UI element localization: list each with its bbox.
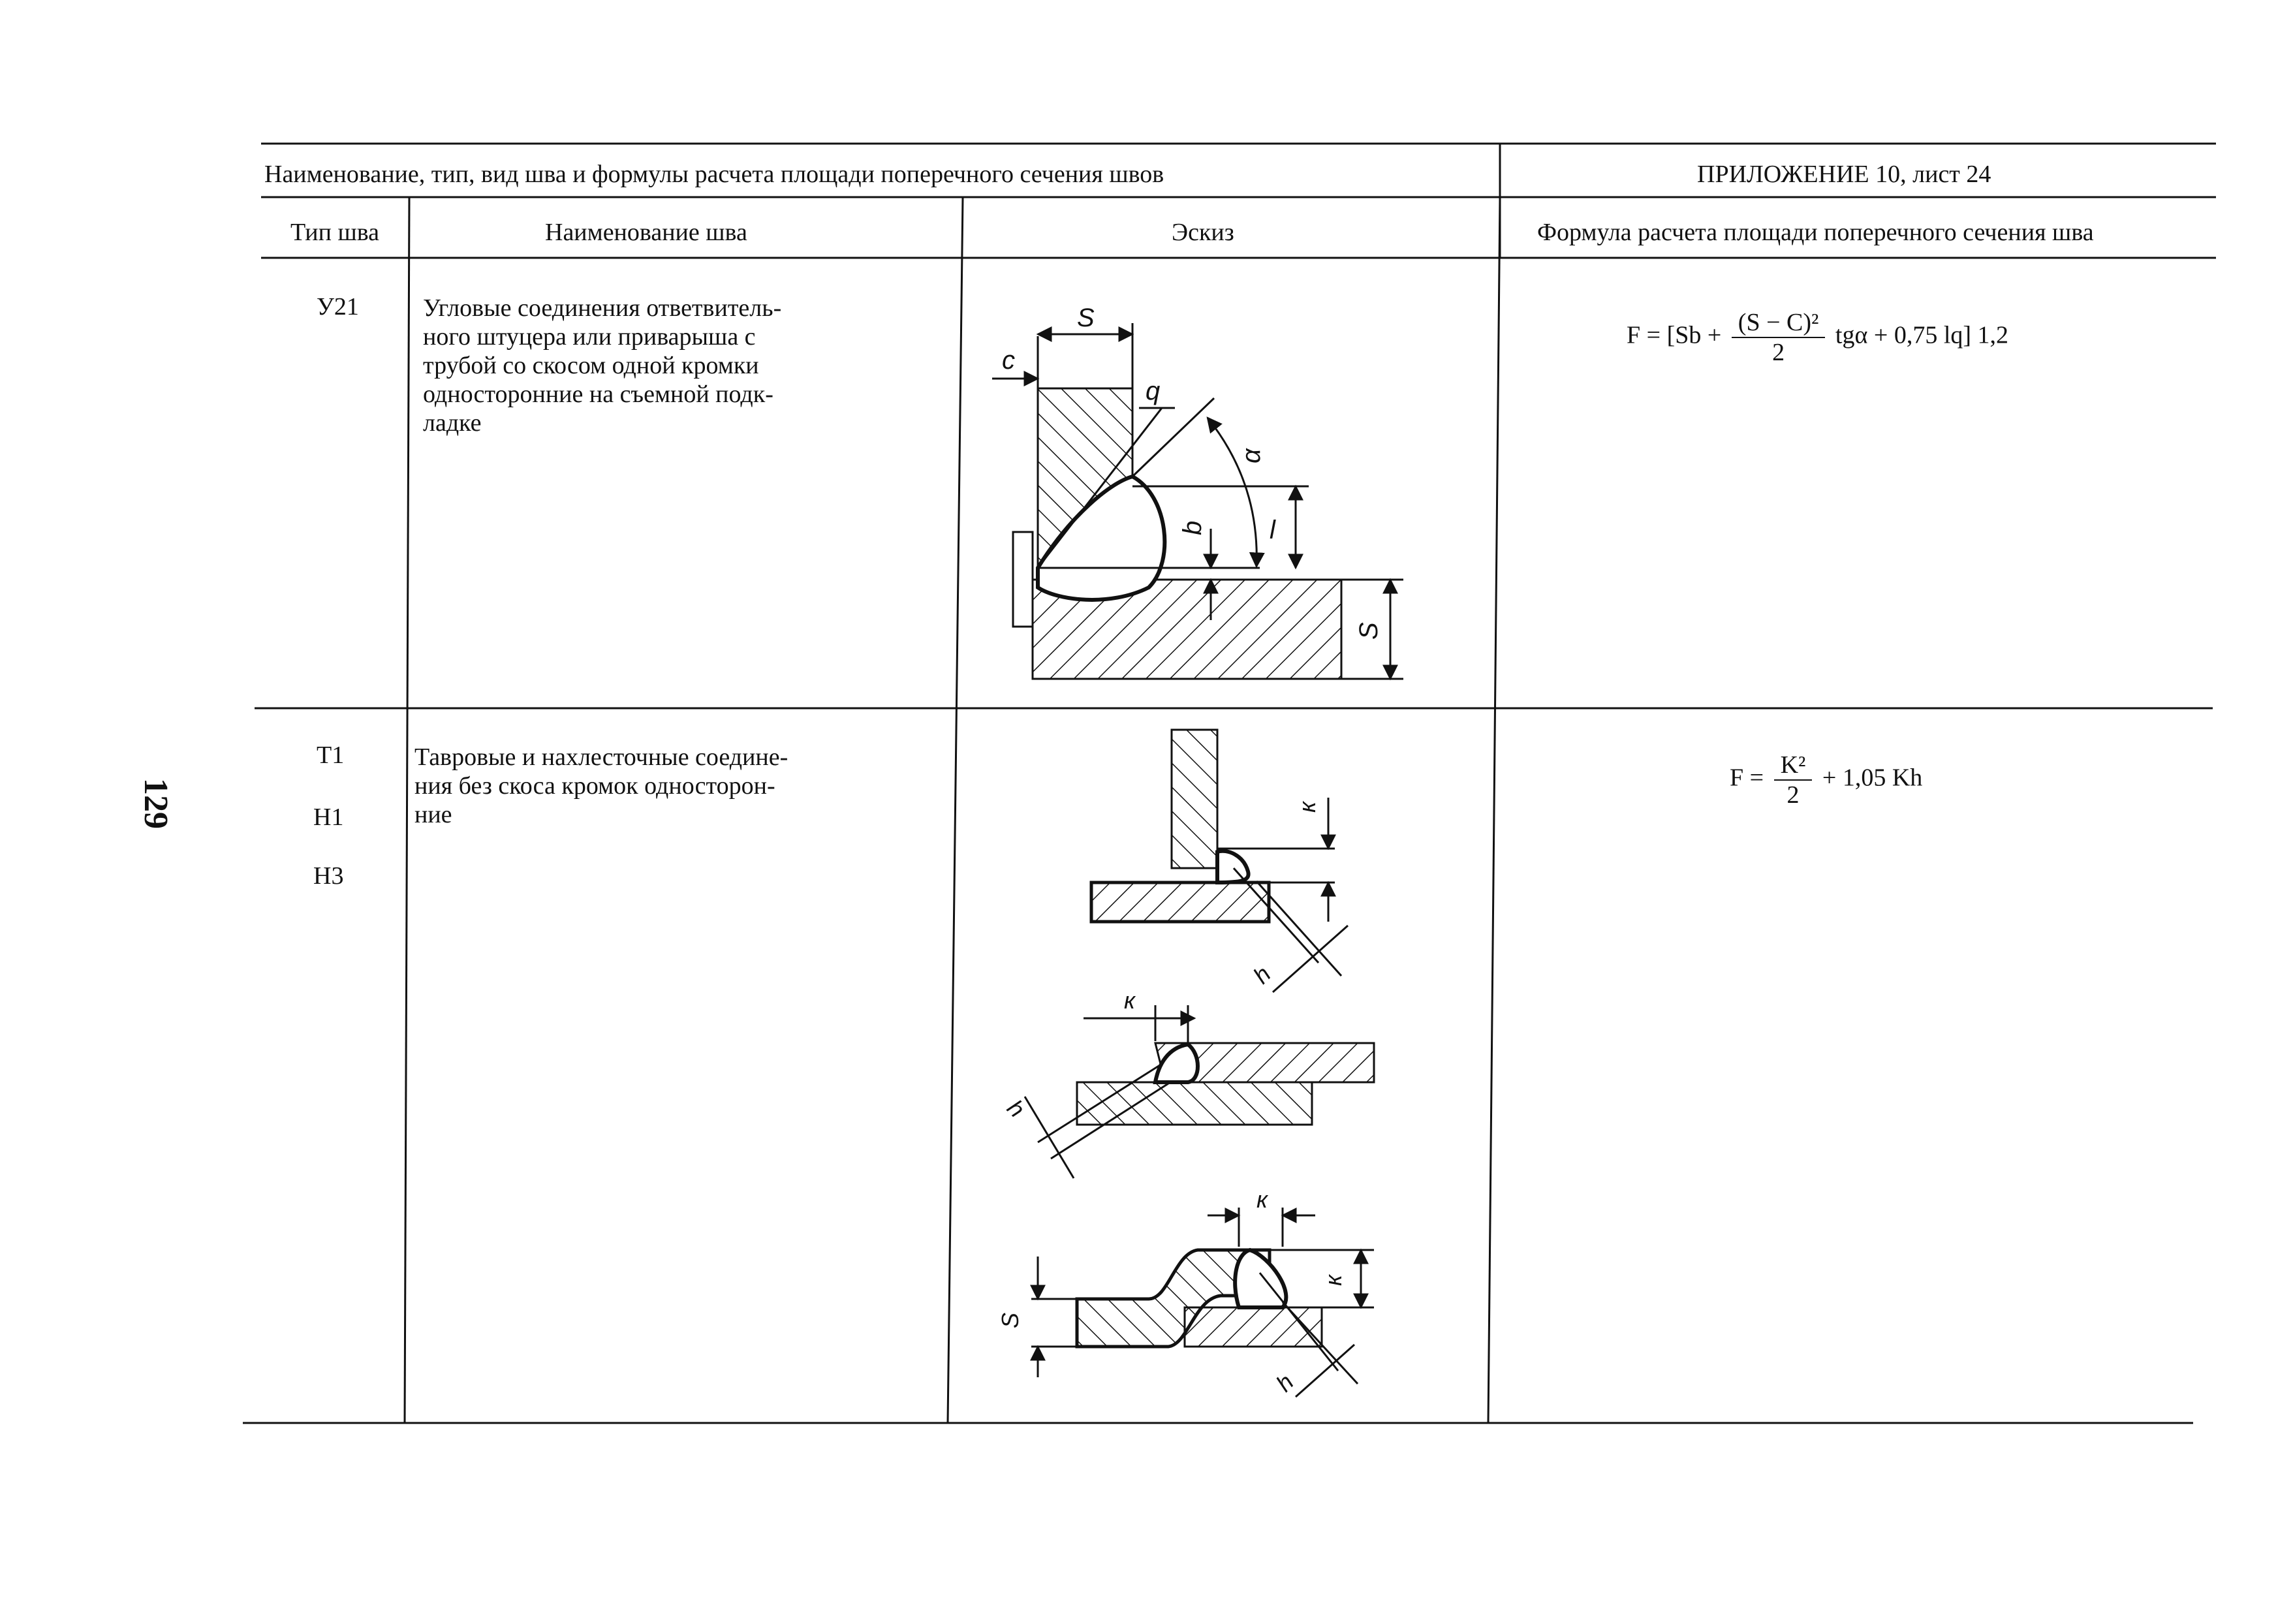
row1-name-line: ного штуцера или приварыша с [423, 323, 756, 351]
row2-type-n1: Н1 [313, 804, 344, 831]
row2-name-line: ния без скоса кромок односторон- [414, 772, 775, 800]
col-header-sketch: Эскиз [1172, 219, 1234, 246]
sketch-label: l [1270, 516, 1275, 544]
sketch-label: к [1320, 1275, 1347, 1286]
sketch-label: h [1270, 1368, 1299, 1397]
fraction-denominator: 2 [1772, 339, 1785, 366]
col-header-formula: Формула расчета площади поперечного сечения шва [1537, 219, 2094, 246]
sketch-joggle-joint [1031, 1208, 1374, 1397]
row2-type-n3: Н3 [313, 862, 344, 890]
formula-prefix: F = [Sb + [1627, 321, 1722, 349]
row1-name-line: ладке [423, 409, 482, 437]
header-title: Наименование, тип, вид шва и формулы расчета площади поперечного сечения швов [264, 161, 1164, 188]
row1-name-line: Угловые соединения ответвитель- [423, 294, 782, 322]
sketch-label: к [1124, 987, 1135, 1014]
page-number: 129 [137, 778, 174, 829]
sketch-label: h [1247, 960, 1276, 989]
row2-type-t1: Т1 [317, 742, 345, 769]
fraction-numerator: K² [1774, 751, 1813, 781]
sketch-label: c [1002, 346, 1015, 375]
sketch-label: α [1237, 448, 1266, 463]
row1-name-line: односторонние на съемной подк- [423, 381, 773, 408]
sketch-label: S [1077, 304, 1095, 332]
formula-suffix: + 1,05 Kh [1822, 764, 1923, 792]
row1-name-line: трубой со скосом одной кромки [423, 352, 759, 379]
sketch-label: S [997, 1312, 1023, 1328]
sketch-label: к [1294, 802, 1320, 813]
formula-suffix: tgα + 0,75 lq] 1,2 [1835, 321, 2009, 349]
formula-prefix: F = [1730, 764, 1764, 792]
row2-name-line: ние [414, 801, 452, 828]
sketch-label: к [1256, 1186, 1268, 1213]
fraction-numerator: (S − C)² [1732, 308, 1826, 338]
appendix-label: ПРИЛОЖЕНИЕ 10, лист 24 [1697, 161, 1991, 188]
col-header-name: Наименование шва [545, 219, 747, 246]
sketch-label: q [1146, 377, 1161, 405]
sketch-label: b [1178, 520, 1207, 535]
sketch-label: S [1354, 622, 1383, 640]
sketch-t-joint [1091, 730, 1348, 992]
col-header-type: Тип шва [290, 219, 380, 246]
sketch-label: h [1002, 1094, 1031, 1123]
sketch-corner-joint [992, 323, 1403, 679]
row1-type: У21 [317, 293, 359, 320]
row2-name-line: Тавровые и нахлесточные соедине- [414, 743, 788, 771]
sketch-lap-joint [1025, 1005, 1374, 1178]
fraction-denominator: 2 [1786, 781, 1800, 809]
